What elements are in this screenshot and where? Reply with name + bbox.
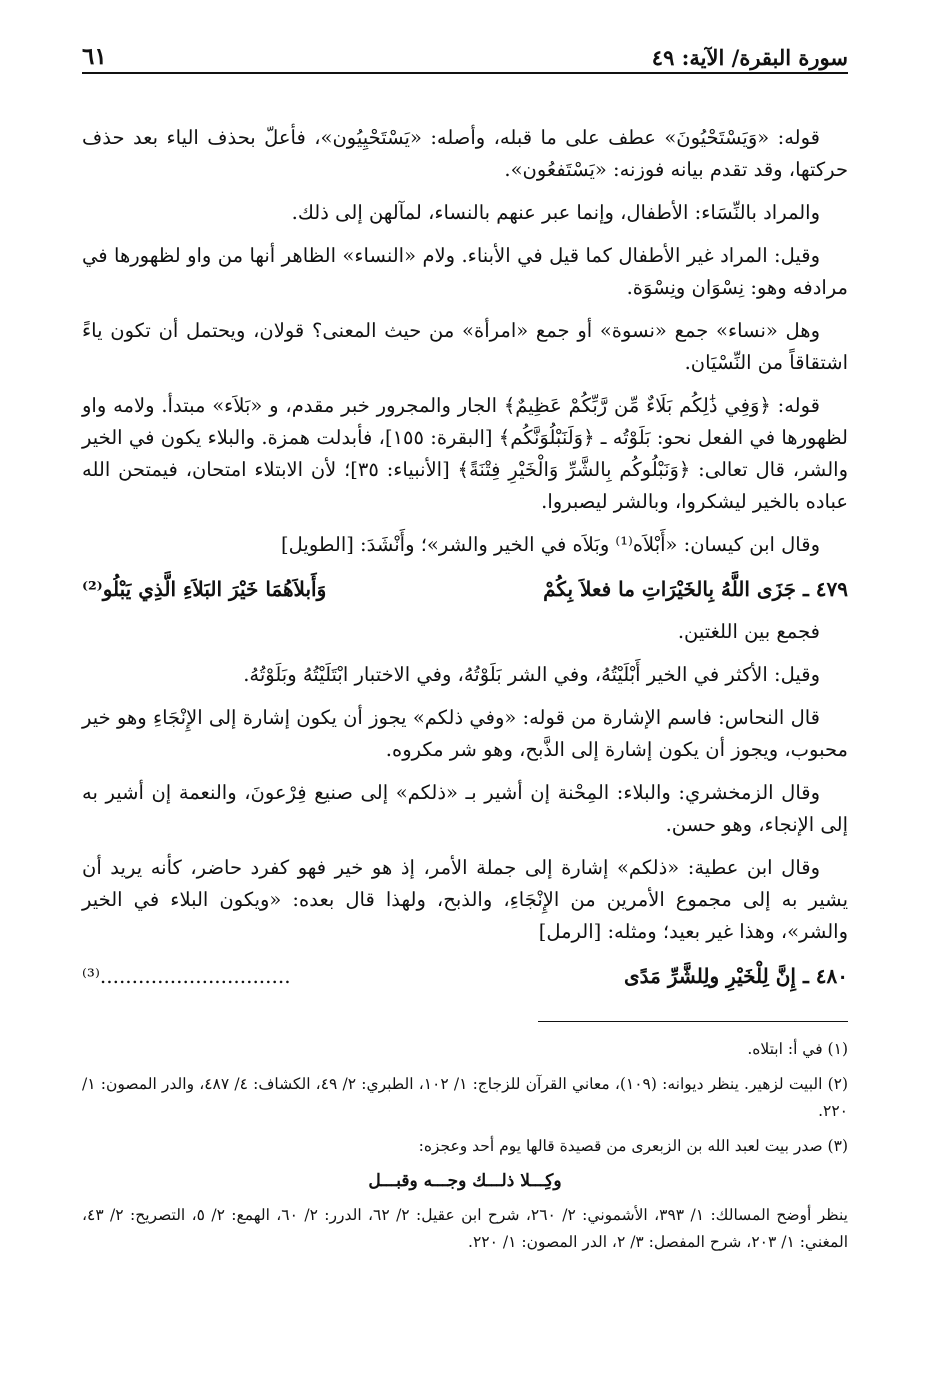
main-text [82,122,848,1264]
footnote: (١) في أ: ابتلاه. [747,1040,848,1058]
paragraph: قوله: ﴿وَفِي ذَٰلِكُم بَلَاءٌ مِّن رَّبِّكُمْ عَظِيمٌ﴾ الجار والمجرور خبر مقدم، و «بَلاَء» مبتدأ. ولامه واو لظهورها في الفعل نحو: بَلَوْتُه ـ ﴿وَلَنَبْلُوَنَّكُم﴾ [البقرة: ١٥٥]، فأبدلت همزة. والبلاء يكون في الخير والشر، قال تعالى: ﴿وَنَبْلُوكُم بِالشَّرِّ وَالْخَيْرِ فِتْنَةً﴾ [الأنبياء: ٣٥]؛ لأن الابتلاء امتحان، فيمتحن الله عباده بالخير ليشكروا، وبالشر ليصبروا. [82,394,848,513]
header-title: سورة البقرة/ الآية: ٤٩ [651,45,848,70]
verse-second-hemistich: ..............................⁽³⁾ [82,964,291,988]
paragraph: وقال الزمخشري: والبلاء: المِحْنة إن أشير بـ «ذلكم» إلى صنيع فِرْعونَ، والنعمة إن أشير به إلى الإنجاء، وهو حسن. [82,781,848,836]
running-header [82,30,848,74]
footnote-references: ينظر أوضح المسالك: ١/ ٣٩٣، الأشموني: ٢/ ٢٦٠، شرح ابن عقيل: ٢/ ٦٢، الدرر: ٢/ ٦٠، الهمع: ٢/ ٥، التصريح: ٢/ ٤٣، المغني: ١/ ٢٠٣، شرح المفصل: ٣/ ٢، الدر المصون: ١/ ٢٢٠. [82,1206,848,1251]
paragraph: وهل «نساء» جمع «نسوة» أو جمع «امرأة» من حيث المعنى؟ قولان، ويحتمل أن تكون ياءً اشتقاقاً من النِّسْيَان. [82,319,848,374]
footnote: (٢) البيت لزهير. ينظر ديوانه: (١٠٩)، معاني القرآن للزجاج: ١/ ١٠٢، الطبري: ٢/ ٤٩، الكشاف: ٤/ ٤٨٧، والدر المصون: ١/ ٢٢٠. [82,1075,849,1120]
paragraph: فجمع بين اللغتين. [677,620,820,643]
poetry-verse-479 [82,572,848,606]
document-page [82,30,848,1350]
page-number: ٦١ [82,43,107,70]
verse-first-hemistich: ٤٨٠ ـ إِنَّ لِلْخَيْرِ ولِلشَّرِّ مَدًى [624,964,848,988]
paragraph: وقيل: الأكثر في الخير أَبْلَيْتُهُ، وفي الشر بَلَوْتُهُ، وفي الاختبار ابْتَلَيْتُهُ وبَلَوْتُهُ. [243,663,820,686]
paragraph: والمراد بالنِّسَاء: الأطفال، وإنما عبر عنهم بالنساء، لمآلهن إلى ذلك. [291,201,820,224]
poetry-verse-480 [82,959,848,993]
paragraph: وقال ابن كيسان: «أَبْلاَه⁽¹⁾ وبَلاَه في الخير والشر»؛ وأَنْشَدَ: [الطويل] [281,533,820,556]
paragraph: قال النحاس: فاسم الإشارة من قوله: «وفي ذلكم» يجوز أن يكون إشارة إلى الإِنْجَاءِ وهو خير محبوب، ويجوز أن يكون إشارة إلى الذَّبح، وهو شر مكروه. [82,706,848,761]
footnote-divider [538,1021,848,1022]
verse-first-hemistich: ٤٧٩ ـ جَزَى اللَّهُ بِالخَيْرَاتِ ما فعلاَ بِكُمْ [543,577,848,601]
paragraph: قوله: «وَيَسْتَحْيُونَ» عطف على ما قبله، وأصله: «يَسْتَحْيِيُون»، فأعلّ بحذف الياء بعد حذف حركتها، وقد تقدم بيانه فوزنه: «يَسْتَفعُون». [82,126,848,181]
paragraph: وقال ابن عطية: «ذلكم» إشارة إلى جملة الأمر، إذ هو خير فهو كفرد حاضر، كأنه يريد أن يشير به إلى مجموع الأمرين من الإِنْجَاءِ، والذبح، ولهذا قال بعده: «ويكون البلاء في الخير والشر»، وهذا غير بعيد؛ ومثله: [الرمل] [82,856,848,943]
verse-second-hemistich: وَأَبلاَهُمَا خَيْرَ البَلاَءِ الَّذِي يَبْلُو⁽²⁾ [82,577,327,601]
footnote-verse: وكِـــلا ذلـــك وجـــه وقبـــل [368,1171,562,1191]
paragraph: وقيل: المراد غير الأطفال كما قيل في الأبناء. ولام «النساء» الظاهر أنها من واو لظهورها في مرادفه وهو: نِسْوَان ونِسْوَة. [82,244,848,299]
footnote: (٣) صدر بيت لعبد الله بن الزبعرى من قصيدة قالها يوم أحد وعجزه: [418,1137,848,1155]
